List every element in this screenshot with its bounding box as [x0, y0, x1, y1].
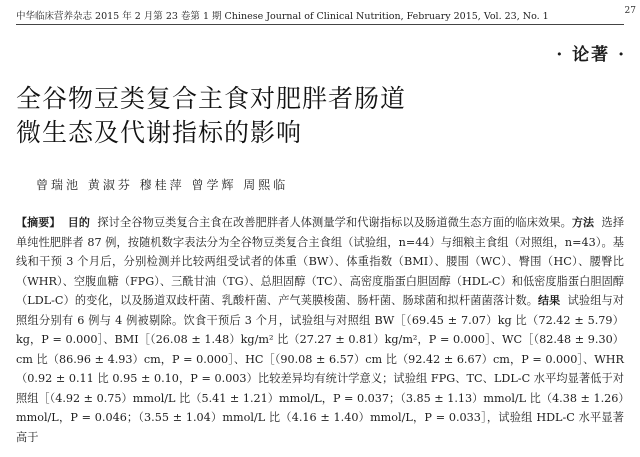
article-title	[16, 82, 576, 150]
abstract	[16, 213, 624, 447]
results-text: 试验组与对照组分别有 6 例与 4 例被剔除。饮食干预后 3 个月，试验组与对照组 BW［（69.45 ± 7.07）kg 比（72.42 ± 5.79）kg，P = 0.000］、BMI［（26.08 ± 1.48）kg/m² 比（27.27 ± 0.81）kg/m²，P = 0.000］、WC［（82.48 ± 9.30）cm 比（86.96 ± 4.93）cm，P = 0.000］、HC［（90.08 ± 6.57）cm 比（92.42 ± 6.67）cm，P = 0.000］、WHR（0.92 ± 0.11 比 0.95 ± 0.10，P = 0.003）比较差异均有统计学意义；试验组 FPG、TC、LDL-C 水平均显著低于对照组［（4.92 ± 0.75）mmol/L 比（5.41 ± 1.21）mmol/L，P = 0.037；（3.85 ± 1.13）mmol/L 比（4.38 ± 1.26）mmol/L，P = 0.046；（3.55 ± 1.04）mmol/L 比（4.16 ± 1.40）mmol/L，P = 0.033］，试验组 HDL-C 水平显著高于	[16, 294, 624, 444]
section-tag: · 论著 ·	[556, 45, 626, 65]
objective-heading: 目的	[67, 216, 91, 229]
methods-heading: 方法	[571, 216, 595, 229]
title-line-2: 微生态及代谢指标的影响	[16, 118, 303, 147]
abstract-label: 【摘要】	[16, 216, 61, 229]
header-rule	[16, 24, 624, 25]
objective-text: 探讨全谷物豆类复合主食在改善肥胖者人体测量学和代谢指标以及肠道微生态方面的临床效果。	[97, 216, 572, 229]
author-list: 曾瑞池 黄淑芬 穆桂萍 曾学辉 周熙临	[36, 178, 289, 192]
title-line-1: 全谷物豆类复合主食对肥胖者肠道	[16, 84, 407, 113]
methods-text: 选择单纯性肥胖者 87 例，按随机数字表法分为全谷物豆类复合主食组（试验组，n=44）与细粮主食组（对照组，n=43）。基线和干预 3 个月后，分别检测并比较两组受试者的体重（BW）、体重指数（BMI）、腰围（WC）、臀围（HC）、腰臀比（WHR）、空腹血糖（FPG）、三酰甘油（TG）、总胆固醇（TC）、高密度脂蛋白胆固醇（HDL-C）和低密度脂蛋白胆固醇（LDL-C）的变化，以及肠道双歧杆菌、乳酸杆菌、产气荚膜梭菌、肠杆菌、肠球菌和拟杆菌菌落计数。	[16, 216, 625, 307]
results-heading: 结果	[538, 294, 561, 307]
page-number: 27	[624, 6, 636, 16]
running-header: 中华临床营养杂志 2015 年 2 月第 23 卷第 1 期 Chinese Journal of Clinical Nutrition, February 2015, Vol. 23, No. 1	[16, 11, 549, 22]
